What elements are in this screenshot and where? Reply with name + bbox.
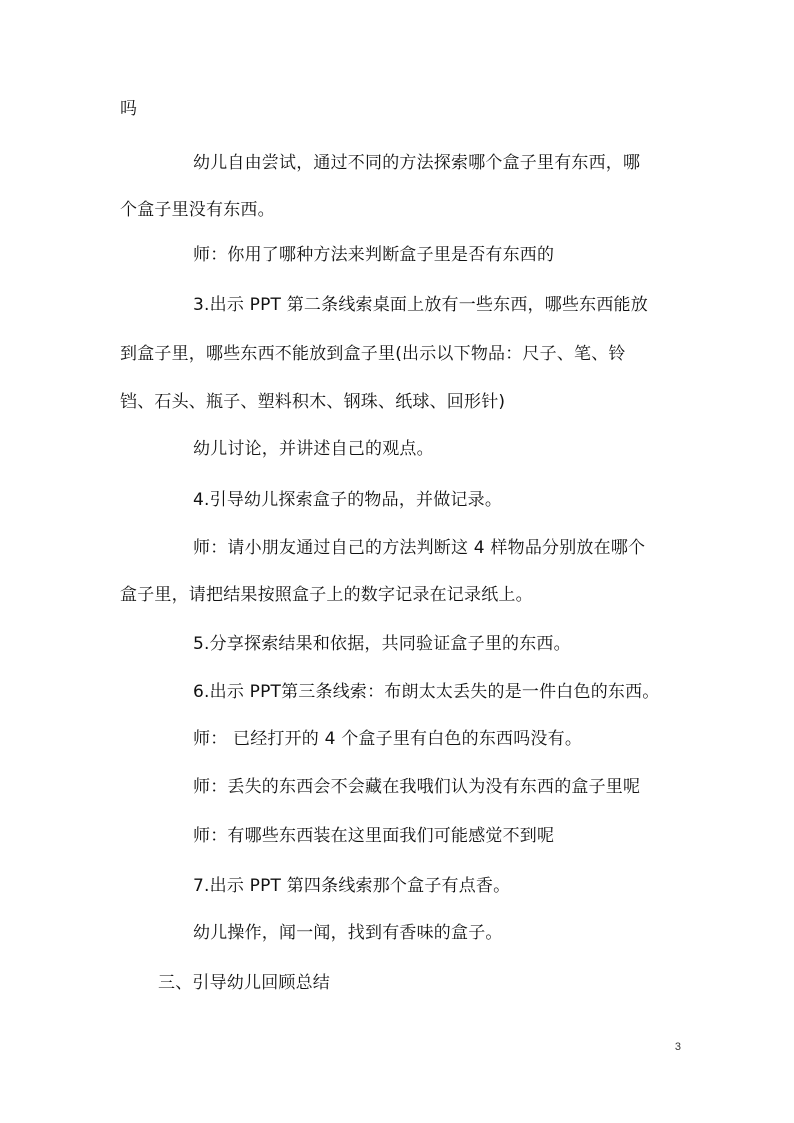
text-line: 师：请小朋友通过自己的方法判断这 4 样物品分别放在哪个 [193, 538, 646, 558]
text-line: 师：有哪些东西装在这里面我们可能感觉不到呢 [193, 826, 555, 846]
text-line: 5.分享探索结果和依据，共同验证盒子里的东西。 [193, 634, 571, 654]
text-line: 盒子里，请把结果按照盒子上的数字记录在记录纸上。 [120, 585, 533, 605]
text-line: 幼儿自由尝试，通过不同的方法探索哪个盒子里有东西，哪 [193, 153, 641, 173]
section-heading: 三、引导幼儿回顾总结 [158, 973, 330, 993]
text-line: 铛、石头、瓶子、塑料积木、钢珠、纸球、回形针) [120, 392, 506, 412]
text-line: 个盒子里没有东西。 [120, 200, 275, 220]
text-line: 师：你用了哪种方法来判断盒子里是否有东西的 [193, 245, 555, 265]
text-line: 师： 已经打开的 4 个盒子里有白色的东西吗没有。 [193, 729, 583, 749]
text-line: 吗 [120, 99, 138, 119]
text-line: 6.出示 PPT第三条线索：布朗太太丢失的是一件白色的东西。 [193, 682, 660, 702]
text-line: 幼儿讨论，并讲述自己的观点。 [193, 439, 434, 459]
text-line: 7.出示 PPT 第四条线索那个盒子有点香。 [193, 876, 511, 896]
text-line: 4.引导幼儿探索盒子的物品，并做记录。 [193, 490, 503, 510]
text-line: 幼儿操作，闻一闻，找到有香味的盒子。 [193, 923, 503, 943]
text-line: 师：丢失的东西会不会藏在我哦们认为没有东西的盒子里呢 [193, 777, 641, 797]
page-number: 3 [674, 1041, 681, 1053]
text-line: 到盒子里，哪些东西不能放到盒子里(出示以下物品：尺子、笔、铃 [120, 344, 626, 364]
text-line: 3.出示 PPT 第二条线索桌面上放有一些东西，哪些东西能放 [193, 295, 648, 315]
